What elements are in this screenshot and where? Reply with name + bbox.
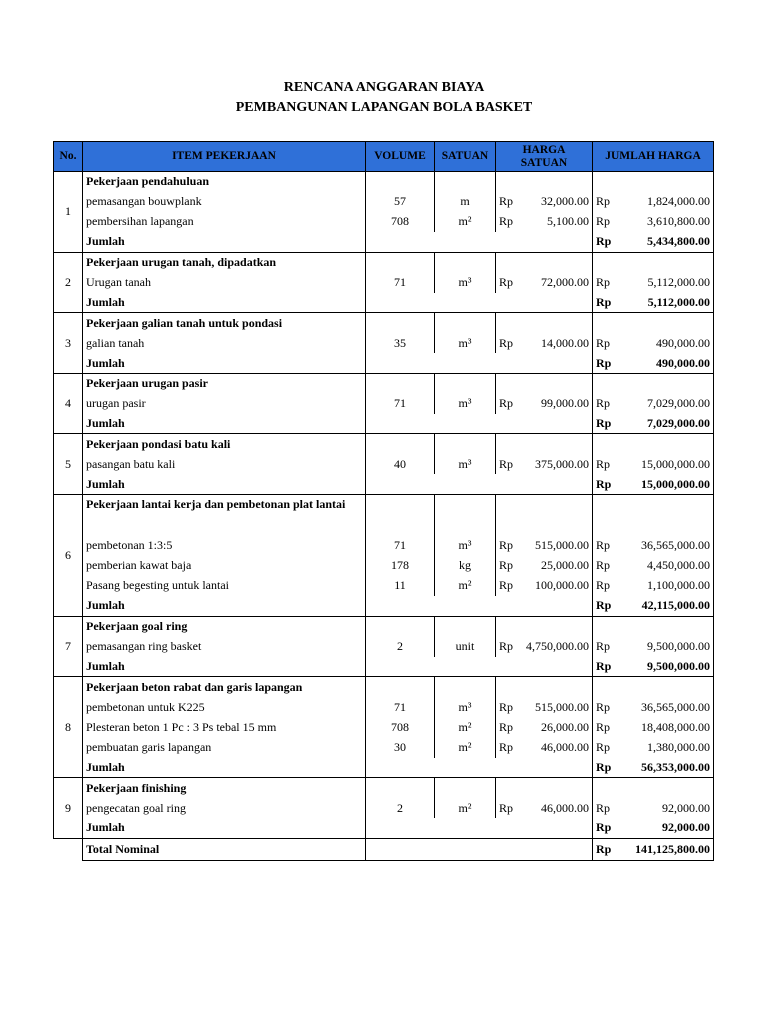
section-number: 9 [54,778,83,839]
empty-cell [496,373,593,393]
section-title: Pekerjaan lantai kerja dan pembetonan plat lantai [83,495,366,536]
section-title: Pekerjaan urugan tanah, dipadatkan [83,252,366,272]
price-currency: Rp [496,212,520,232]
total-currency: Rp [593,192,617,212]
empty-cell [366,818,520,838]
item-volume: 2 [366,798,435,818]
item-name: galian tanah [83,333,366,353]
item-price: 4,750,000.00 [520,636,593,656]
header-no: No. [54,142,83,172]
subtotal-label: Jumlah [83,232,366,252]
empty-cell [366,616,435,636]
table-row [54,556,714,576]
item-total: 92,000.00 [617,798,714,818]
empty-cell [520,818,593,838]
table-row [54,272,714,292]
subtotal-label: Jumlah [83,414,366,434]
empty-cell [366,414,520,434]
empty-cell [435,677,496,697]
total-currency: Rp [593,556,617,576]
item-unit: m³ [435,697,496,717]
item-total: 15,000,000.00 [617,454,714,474]
empty-cell [496,252,593,272]
empty-cell [593,778,714,798]
section-row [54,373,714,393]
item-volume: 71 [366,394,435,414]
empty-cell [366,838,520,860]
empty-cell [54,838,83,860]
empty-cell [496,495,593,536]
item-price: 99,000.00 [520,394,593,414]
item-unit: m [435,192,496,212]
header-jumlah-harga: JUMLAH HARGA [593,142,714,172]
table-row [54,192,714,212]
empty-cell [435,616,496,636]
budget-table [53,141,714,861]
section-number: 6 [54,495,83,617]
item-price: 515,000.00 [520,536,593,556]
item-name: Plesteran beton 1 Pc : 3 Ps tebal 15 mm [83,717,366,737]
subtotal-row [54,414,714,434]
table-row [54,576,714,596]
header-item: ITEM PEKERJAAN [83,142,366,172]
subtotal-label: Jumlah [83,596,366,616]
item-volume: 35 [366,333,435,353]
subtotal-row [54,353,714,373]
price-currency: Rp [496,717,520,737]
price-currency: Rp [496,192,520,212]
price-currency: Rp [496,536,520,556]
subtotal-label: Jumlah [83,818,366,838]
empty-cell [435,172,496,192]
item-price: 375,000.00 [520,454,593,474]
item-volume: 178 [366,556,435,576]
section-number: 7 [54,616,83,677]
item-unit: m² [435,717,496,737]
subtotal-label: Jumlah [83,758,366,778]
empty-cell [593,313,714,333]
item-price: 100,000.00 [520,576,593,596]
subtotal-amount: 92,000.00 [617,818,714,838]
subtotal-currency: Rp [593,293,617,313]
section-row [54,252,714,272]
item-price: 46,000.00 [520,798,593,818]
section-number: 1 [54,172,83,253]
price-currency: Rp [496,697,520,717]
empty-cell [366,373,435,393]
item-price: 26,000.00 [520,717,593,737]
empty-cell [366,353,520,373]
section-number: 5 [54,434,83,495]
subtotal-label: Jumlah [83,353,366,373]
total-currency: Rp [593,636,617,656]
item-name: pembersihan lapangan [83,212,366,232]
subtotal-amount: 5,434,800.00 [617,232,714,252]
empty-cell [520,293,593,313]
subtotal-label: Jumlah [83,657,366,677]
total-currency: Rp [593,717,617,737]
section-row [54,172,714,192]
subtotal-currency: Rp [593,232,617,252]
subtotal-row [54,293,714,313]
subtotal-amount: 9,500,000.00 [617,657,714,677]
subtotal-currency: Rp [593,474,617,494]
section-title: Pekerjaan finishing [83,778,366,798]
price-currency: Rp [496,636,520,656]
empty-cell [593,172,714,192]
empty-cell [496,313,593,333]
empty-cell [593,252,714,272]
empty-cell [435,778,496,798]
section-title: Pekerjaan pondasi batu kali [83,434,366,454]
section-number: 8 [54,677,83,778]
section-row [54,778,714,798]
subtotal-currency: Rp [593,818,617,838]
empty-cell [366,495,435,536]
item-name: pemberian kawat baja [83,556,366,576]
price-currency: Rp [496,576,520,596]
total-currency: Rp [593,536,617,556]
item-name: pemasangan ring basket [83,636,366,656]
section-title: Pekerjaan goal ring [83,616,366,636]
item-unit: m² [435,576,496,596]
table-body [54,172,714,861]
total-amount: 141,125,800.00 [617,838,714,860]
item-name: Urugan tanah [83,272,366,292]
item-name: pembuatan garis lapangan [83,737,366,757]
empty-cell [593,373,714,393]
empty-cell [366,677,435,697]
price-currency: Rp [496,454,520,474]
item-price: 5,100.00 [520,212,593,232]
price-currency: Rp [496,394,520,414]
item-total: 18,408,000.00 [617,717,714,737]
empty-cell [520,232,593,252]
item-volume: 2 [366,636,435,656]
total-currency: Rp [593,576,617,596]
empty-cell [520,758,593,778]
empty-cell [496,677,593,697]
empty-cell [520,474,593,494]
item-name: pengecatan goal ring [83,798,366,818]
section-title: Pekerjaan pendahuluan [83,172,366,192]
total-currency: Rp [593,838,617,860]
subtotal-label: Jumlah [83,293,366,313]
empty-cell [435,313,496,333]
section-title: Pekerjaan galian tanah untuk pondasi [83,313,366,333]
empty-cell [593,677,714,697]
item-total: 3,610,800.00 [617,212,714,232]
table-row [54,798,714,818]
section-row [54,313,714,333]
table-row [54,212,714,232]
empty-cell [366,657,520,677]
table-row [54,636,714,656]
table-row [54,697,714,717]
empty-cell [435,252,496,272]
empty-cell [496,172,593,192]
section-row [54,434,714,454]
section-title: Pekerjaan beton rabat dan garis lapangan [83,677,366,697]
item-volume: 57 [366,192,435,212]
subtotal-row [54,758,714,778]
item-unit: unit [435,636,496,656]
total-currency: Rp [593,697,617,717]
total-currency: Rp [593,394,617,414]
empty-cell [366,778,435,798]
item-total: 7,029,000.00 [617,394,714,414]
section-row [54,495,714,536]
price-currency: Rp [496,798,520,818]
item-price: 14,000.00 [520,333,593,353]
empty-cell [366,293,520,313]
empty-cell [496,434,593,454]
total-row [54,838,714,860]
section-title: Pekerjaan urugan pasir [83,373,366,393]
item-volume: 40 [366,454,435,474]
item-total: 36,565,000.00 [617,536,714,556]
item-name: urugan pasir [83,394,366,414]
item-price: 32,000.00 [520,192,593,212]
subtotal-amount: 490,000.00 [617,353,714,373]
price-currency: Rp [496,333,520,353]
document-title: RENCANA ANGGARAN BIAYA [283,80,485,95]
empty-cell [496,778,593,798]
price-currency: Rp [496,272,520,292]
subtotal-row [54,657,714,677]
item-unit: kg [435,556,496,576]
item-total: 36,565,000.00 [617,697,714,717]
document-subtitle: PEMBANGUNAN LAPANGAN BOLA BASKET [235,100,533,115]
empty-cell [496,616,593,636]
item-total: 1,824,000.00 [617,192,714,212]
subtotal-amount: 56,353,000.00 [617,758,714,778]
item-unit: m² [435,212,496,232]
subtotal-amount: 15,000,000.00 [617,474,714,494]
section-number: 3 [54,313,83,374]
subtotal-amount: 42,115,000.00 [617,596,714,616]
total-currency: Rp [593,212,617,232]
item-unit: m³ [435,454,496,474]
item-unit: m² [435,737,496,757]
empty-cell [593,495,714,536]
empty-cell [366,596,520,616]
subtotal-currency: Rp [593,414,617,434]
table-row [54,333,714,353]
section-number: 2 [54,252,83,313]
subtotal-row [54,818,714,838]
item-total: 9,500,000.00 [617,636,714,656]
item-total: 490,000.00 [617,333,714,353]
table-row [54,737,714,757]
item-name: pasangan batu kali [83,454,366,474]
section-number: 4 [54,373,83,434]
table-row [54,454,714,474]
empty-cell [593,616,714,636]
header-harga-satuan: HARGA SATUAN [496,142,593,172]
header-satuan: SATUAN [435,142,496,172]
section-row [54,677,714,697]
empty-cell [520,596,593,616]
item-price: 46,000.00 [520,737,593,757]
table-row [54,536,714,556]
item-volume: 71 [366,536,435,556]
item-price: 72,000.00 [520,272,593,292]
table-row [54,717,714,737]
empty-cell [366,172,435,192]
subtotal-amount: 7,029,000.00 [617,414,714,434]
item-total: 4,450,000.00 [617,556,714,576]
subtotal-row [54,474,714,494]
subtotal-amount: 5,112,000.00 [617,293,714,313]
item-name: Pasang begesting untuk lantai [83,576,366,596]
item-unit: m² [435,798,496,818]
item-volume: 71 [366,272,435,292]
price-currency: Rp [496,556,520,576]
item-volume: 71 [366,697,435,717]
empty-cell [435,434,496,454]
empty-cell [366,758,520,778]
item-name: pemasangan bouwplank [83,192,366,212]
item-total: 5,112,000.00 [617,272,714,292]
subtotal-currency: Rp [593,353,617,373]
item-unit: m³ [435,333,496,353]
item-price: 25,000.00 [520,556,593,576]
empty-cell [520,838,593,860]
item-unit: m³ [435,272,496,292]
item-volume: 708 [366,717,435,737]
empty-cell [366,252,435,272]
item-total: 1,100,000.00 [617,576,714,596]
empty-cell [520,414,593,434]
item-price: 515,000.00 [520,697,593,717]
item-volume: 11 [366,576,435,596]
total-currency: Rp [593,798,617,818]
empty-cell [593,434,714,454]
item-total: 1,380,000.00 [617,737,714,757]
item-unit: m³ [435,394,496,414]
empty-cell [435,373,496,393]
item-unit: m³ [435,536,496,556]
total-currency: Rp [593,737,617,757]
empty-cell [366,313,435,333]
total-currency: Rp [593,333,617,353]
subtotal-label: Jumlah [83,474,366,494]
total-currency: Rp [593,454,617,474]
header-volume: VOLUME [366,142,435,172]
subtotal-row [54,232,714,252]
subtotal-row [54,596,714,616]
item-volume: 708 [366,212,435,232]
empty-cell [520,353,593,373]
item-name: pembetonan 1:3:5 [83,536,366,556]
empty-cell [366,434,435,454]
table-row [54,394,714,414]
header-row [54,142,714,172]
subtotal-currency: Rp [593,596,617,616]
empty-cell [366,474,520,494]
empty-cell [366,232,520,252]
item-volume: 30 [366,737,435,757]
price-currency: Rp [496,737,520,757]
empty-cell [435,495,496,536]
section-row [54,616,714,636]
total-currency: Rp [593,272,617,292]
subtotal-currency: Rp [593,657,617,677]
total-label: Total Nominal [83,838,366,860]
empty-cell [520,657,593,677]
item-name: pembetonan untuk K225 [83,697,366,717]
subtotal-currency: Rp [593,758,617,778]
